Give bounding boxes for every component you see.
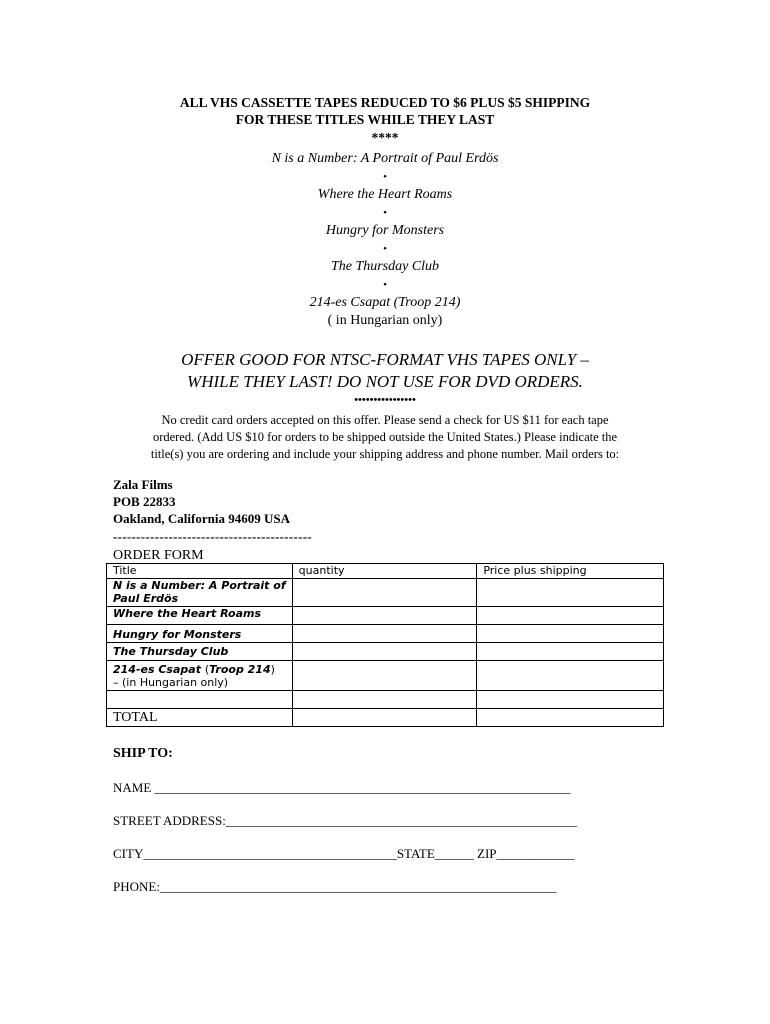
ship-to-heading: SHIP TO:: [113, 746, 173, 761]
title-item-5: 214-es Csapat (Troop 214): [309, 295, 461, 310]
offer-line-1: OFFER GOOD FOR NTSC-FORMAT VHS TAPES ONLY –: [181, 350, 589, 369]
price-cell[interactable]: [477, 625, 664, 643]
order-title-cell: Hungry for Monsters: [107, 625, 293, 643]
price-cell[interactable]: [477, 661, 664, 691]
price-cell[interactable]: [477, 607, 664, 625]
total-quantity-cell[interactable]: [292, 709, 477, 727]
table-row: [107, 661, 664, 691]
order-title-note: – (in Hungarian only): [113, 676, 229, 689]
table-row: [107, 625, 664, 643]
address-city: Oakland, California 94609 USA: [113, 511, 290, 526]
offer-dots: ••••••••••••••••: [354, 394, 416, 406]
quantity-cell[interactable]: [292, 691, 477, 709]
order-title-cell: Where the Heart Roams: [107, 607, 293, 625]
name-field[interactable]: NAME ________________________________________________________________: [113, 780, 571, 795]
title-item-4: The Thursday Club: [330, 259, 440, 274]
order-header-row: [107, 564, 664, 579]
city-state-zip-field[interactable]: CITY_______________________________________STATE______ ZIP____________: [113, 846, 575, 861]
quantity-cell[interactable]: [292, 661, 477, 691]
address-pob: POB 22833: [113, 494, 176, 509]
instructions-line-2: ordered. (Add US $10 for orders to be shipped outside the United States.) Please indicate the: [152, 430, 618, 444]
hungarian-note: ( in Hungarian only): [327, 313, 443, 328]
quantity-cell[interactable]: [292, 607, 477, 625]
phone-field[interactable]: PHONE:_____________________________________________________________: [113, 879, 557, 894]
instructions-line-1: No credit card orders accepted on this offer. Please send a check for US $11 for each tape: [161, 413, 609, 427]
total-price-cell[interactable]: [477, 709, 664, 727]
address-name: Zala Films: [113, 477, 173, 492]
empty-cell: [107, 691, 293, 709]
column-header-quantity: quantity: [292, 564, 477, 579]
order-form-table: [106, 563, 664, 727]
total-label: TOTAL: [107, 709, 293, 727]
bullet-3: •: [383, 243, 387, 255]
price-cell[interactable]: [477, 643, 664, 661]
order-form-heading: ORDER FORM: [113, 548, 204, 563]
title-item-2: Where the Heart Roams: [317, 187, 453, 202]
headline-stars: ****: [371, 130, 399, 145]
column-header-title: Title: [107, 564, 293, 579]
headline-line-2: FOR THESE TITLES WHILE THEY LAST: [235, 112, 495, 127]
quantity-cell[interactable]: [292, 579, 477, 607]
bullet-4: •: [383, 279, 387, 291]
order-title-cell: N is a Number: A Portrait of Paul Erdös: [107, 579, 293, 607]
offer-line-2: WHILE THEY LAST! DO NOT USE FOR DVD ORDERS.: [187, 372, 583, 391]
price-cell[interactable]: [477, 691, 664, 709]
table-row: [107, 643, 664, 661]
title-item-3: Hungry for Monsters: [325, 223, 445, 238]
table-row: [107, 691, 664, 709]
quantity-cell[interactable]: [292, 625, 477, 643]
order-title-part-a: 214-es Csapat: [113, 663, 201, 676]
street-address-field[interactable]: STREET ADDRESS:______________________________________________________: [113, 813, 577, 828]
title-item-1: N is a Number: A Portrait of Paul Erdös: [271, 151, 499, 166]
bullet-1: •: [383, 171, 387, 183]
column-header-price: Price plus shipping: [477, 564, 664, 579]
quantity-cell[interactable]: [292, 643, 477, 661]
table-row: [107, 579, 664, 607]
order-title-part-b: Troop 214: [209, 663, 271, 676]
bullet-2: •: [383, 207, 387, 219]
address-divider: -------------------------------------------: [113, 529, 313, 544]
order-title-cell: 214-es Csapat (Troop 214) – (in Hungarian only): [107, 661, 293, 691]
order-title-cell: The Thursday Club: [107, 643, 293, 661]
price-cell[interactable]: [477, 579, 664, 607]
headline-line-1: ALL VHS CASSETTE TAPES REDUCED TO $6 PLUS $5 SHIPPING: [179, 95, 591, 110]
table-row: [107, 607, 664, 625]
total-row: [107, 709, 664, 727]
instructions-line-3: title(s) you are ordering and include your shipping address and phone number. Mail orders to:: [150, 447, 620, 461]
